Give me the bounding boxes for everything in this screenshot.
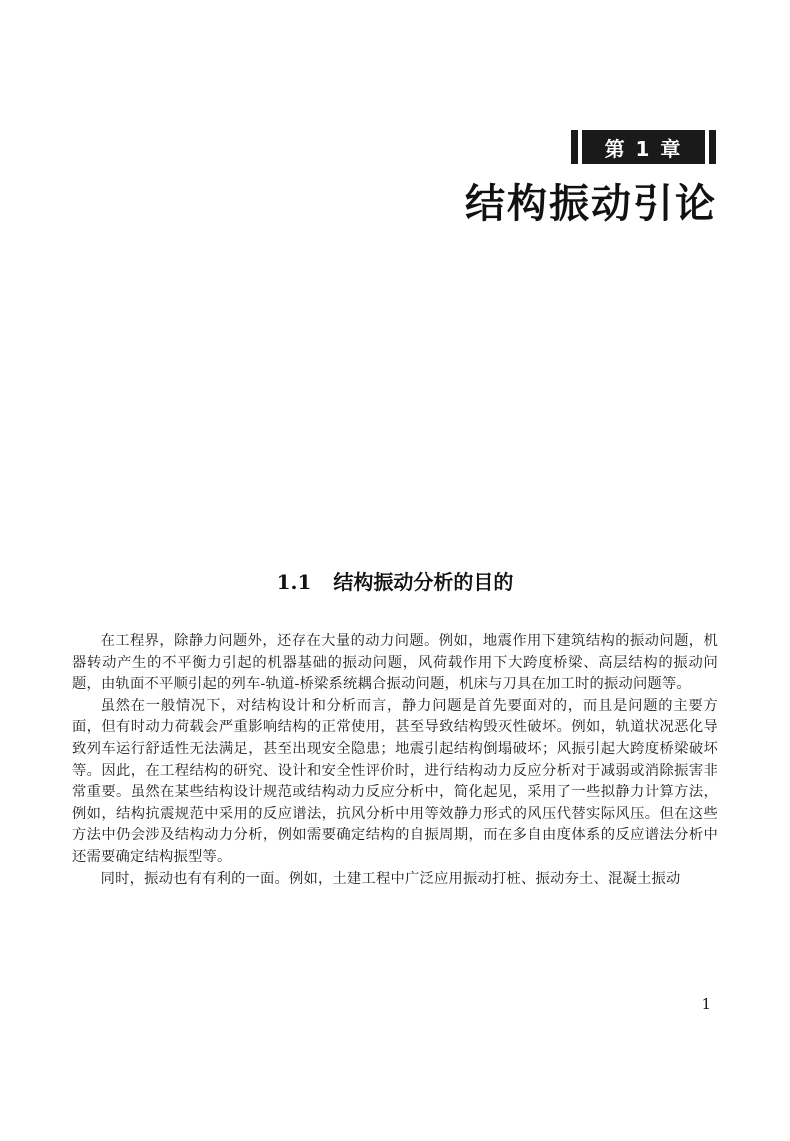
page-number: 1 (701, 995, 711, 1013)
paragraph: 虽然在一般情况下，对结构设计和分析而言，静力问题是首先要面对的，而且是问题的主要方面，但有时动力荷载会严重影响结构的正常使用，甚至导致结构毁灭性破坏。例如，轨道状况恶化导致列车运行舒适性无法满足，甚至出现安全隐患；地震引起结构倒塌破坏；风振引起大跨度桥梁破坏等。因此，在工程结构的研究、设计和安全性评价时，进行结构动力反应分析对于减弱或消除振害非常重要。虽然在某些结构设计规范或结构动力反应分析中，简化起见，采用了一些拟静力计算方法，例如，结构抗震规范中采用的反应谱法，抗风分析中用等效静力形式的风压代替实际风压。但在这些方法中仍会涉及结构动力分析，例如需要确定结构的自振周期，而在多自由度体系的反应谱法分析中还需要确定结构振型等。 (72, 697, 718, 865)
chapter-number-label: 第 1 章 (582, 130, 705, 164)
badge-left-bar (571, 130, 578, 164)
section-heading (0, 566, 790, 595)
paragraph: 同时，振动也有有利的一面。例如，土建工程中广泛应用振动打桩、振动夯土、混凝土振动 (100, 870, 681, 887)
section-number: 1.1 (276, 570, 312, 594)
badge-right-bar (709, 130, 716, 164)
paragraph: 在工程界，除静力问题外，还存在大量的动力问题。例如，地震作用下建筑结构的振动问题，机器转动产生的不平衡力引起的机器基础的振动问题，风荷载作用下大跨度桥梁、高层结构的振动问题，由轨面不平顺引起的列车-轨道-桥梁系统耦合振动问题，机床与刀具在加工时的振动问题等。 (72, 633, 718, 693)
chapter-badge (571, 130, 716, 164)
chapter-title: 结构振动引论 (465, 181, 717, 227)
body-text (72, 631, 718, 890)
section-title: 结构振动分析的目的 (333, 570, 514, 594)
